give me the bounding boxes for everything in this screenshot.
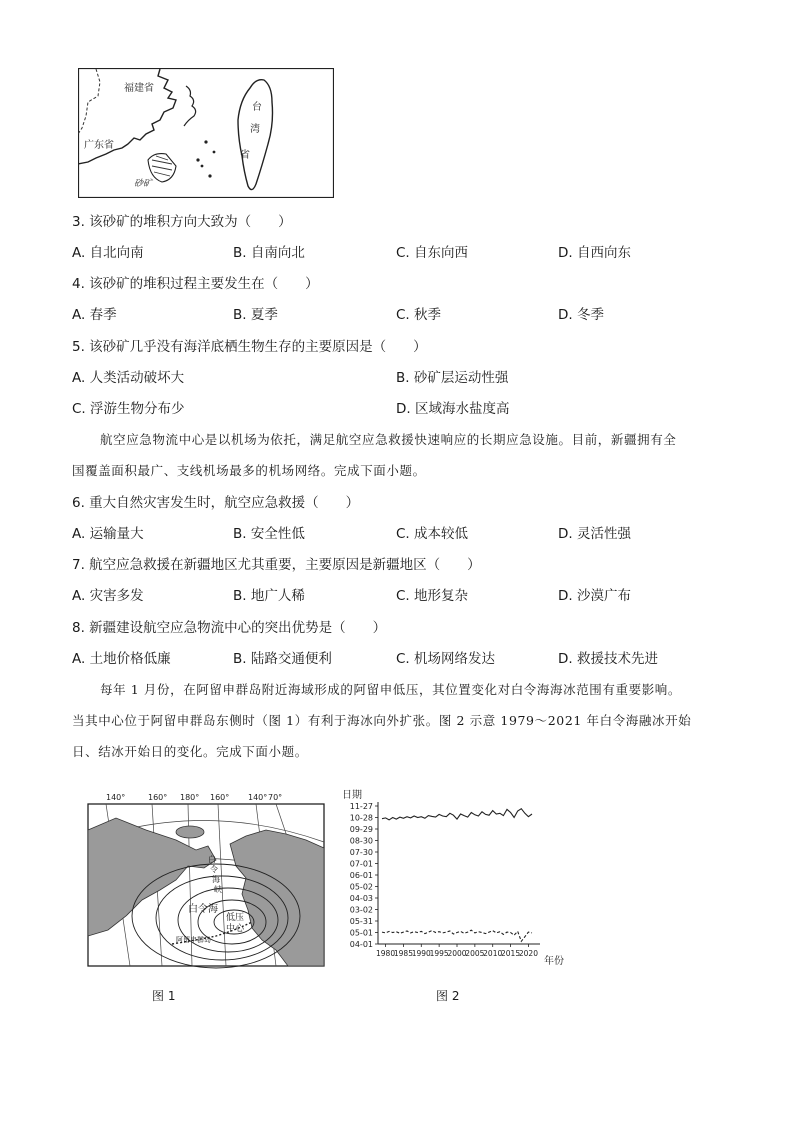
q5-option-d[interactable]: D. 区域海水盐度高 [396, 401, 510, 417]
question-4: 4. 该砂矿的堆积过程主要发生在（ ） [72, 276, 319, 292]
q5-option-c[interactable]: C. 浮游生物分布少 [72, 401, 185, 417]
q7-option-d[interactable]: D. 沙漠广布 [558, 588, 631, 604]
question-7: 7. 航空应急救援在新疆地区尤其重要，主要原因是新疆地区（ ） [72, 557, 481, 573]
q7-option-c[interactable]: C. 地形复杂 [396, 588, 469, 604]
y-tick-label: 07-30 [349, 848, 373, 857]
q4-option-c[interactable]: C. 秋季 [396, 307, 442, 323]
lon-label: 140° [106, 793, 126, 802]
lon-label: 70° [268, 793, 283, 802]
q4-option-a[interactable]: A. 春季 [72, 307, 117, 323]
y-tick-label: 11-27 [349, 802, 373, 811]
q7-option-a[interactable]: A. 灾害多发 [72, 588, 144, 604]
taiwan-label-3: 省 [240, 150, 250, 161]
question-5: 5. 该砂矿几乎没有海洋底栖生物生存的主要原因是（ ） [72, 339, 427, 355]
question-8: 8. 新疆建设航空应急物流中心的突出优势是（ ） [72, 620, 387, 636]
map-lon-labels [106, 793, 282, 802]
passage-2-line-3: 日、结冰开始日的变化。完成下面小题。 [72, 744, 308, 759]
passage-1-line-2: 国覆盖面积最广、支线机场最多的机场网络。完成下面小题。 [72, 463, 426, 478]
thaw-start-line [382, 930, 532, 941]
q8-option-a[interactable]: A. 土地价格低廉 [72, 651, 171, 667]
q5-option-b[interactable]: B. 砂矿层运动性强 [396, 370, 509, 386]
q3-option-a[interactable]: A. 自北向南 [72, 245, 144, 261]
q8-option-c[interactable]: C. 机场网络发达 [396, 651, 496, 667]
y-tick-label: 10-28 [349, 813, 373, 823]
lon-label: 180° [180, 793, 200, 802]
figure-1-caption: 图 1 [152, 989, 176, 1003]
strait-label: 令 [210, 865, 218, 874]
fujian-label: 福建省 [124, 83, 154, 94]
y-tick-label: 07-01 [349, 859, 373, 869]
y-tick-label: 08-30 [349, 836, 373, 846]
freeze-thaw-chart [336, 786, 576, 966]
q3-option-c[interactable]: C. 自东向西 [396, 245, 469, 261]
y-tick-label: 05-02 [349, 882, 373, 892]
taiwan-label-2: 湾 [250, 124, 260, 135]
passage-2-line-2: 当其中心位于阿留申群岛东侧时（图 1）有利于海冰向外扩张。图 2 示意 1979～2021 年白令海融冰开始 [72, 713, 692, 728]
guangdong-label: 广东省 [84, 140, 114, 151]
lon-label: 160° [148, 793, 168, 802]
passage-2-line-1: 每年 1 月份，在阿留申群岛附近海域形成的阿留申低压，其位置变化对白令海海冰范围有重要影响。 [100, 682, 682, 697]
x-tick-label: 2005 [465, 949, 485, 958]
x-tick-label: 1980 [376, 949, 396, 958]
strait-label: 峡 [214, 885, 222, 894]
bering-sea-map [76, 790, 328, 970]
x-tick-label: 2020 [518, 949, 538, 958]
q4-option-b[interactable]: B. 夏季 [233, 307, 278, 323]
q7-option-b[interactable]: B. 地广人稀 [233, 588, 305, 604]
q8-option-d[interactable]: D. 救援技术先进 [558, 651, 658, 667]
q3-option-d[interactable]: D. 自西向东 [558, 245, 631, 261]
figure-2-caption: 图 2 [436, 989, 460, 1003]
passage-1-line-1: 航空应急物流中心是以机场为依托，满足航空应急救援快速响应的长期应急设施。目前，新疆拥有全 [100, 432, 677, 447]
q6-option-d[interactable]: D. 灵活性强 [558, 526, 631, 542]
q6-option-a[interactable]: A. 运输量大 [72, 526, 144, 542]
x-tick-label: 2010 [483, 949, 503, 958]
question-3: 3. 该砂矿的堆积方向大致为（ ） [72, 214, 292, 230]
y-tick-label: 04-03 [349, 894, 373, 903]
low-label-1: 低压 [226, 913, 245, 923]
freeze-start-line [382, 809, 532, 820]
x-tick-label: 1995 [429, 949, 449, 958]
sand-label: 砂矿 [134, 179, 153, 189]
strait-label: 白 [208, 855, 216, 864]
q6-option-b[interactable]: B. 安全性低 [233, 526, 305, 542]
y-axis-title: 日期 [342, 790, 362, 801]
y-tick-label: 03-02 [349, 905, 373, 915]
taiwan-strait-map [78, 68, 334, 198]
q3-option-b[interactable]: B. 自南向北 [233, 245, 305, 261]
islands-label: 阿留申群岛 [176, 936, 211, 944]
lon-label: 140° [248, 793, 268, 802]
q5-option-a[interactable]: A. 人类活动破坏大 [72, 370, 185, 386]
sea-label: 白令海 [188, 904, 218, 915]
y-tick-label: 06-01 [349, 871, 373, 880]
lon-label: 160° [210, 793, 230, 802]
y-tick-label: 09-29 [349, 825, 373, 834]
x-tick-label: 2000 [447, 949, 467, 958]
y-tick-label: 04-01 [349, 940, 373, 949]
x-tick-label: 1985 [393, 949, 413, 958]
x-axis-title: 年份 [544, 956, 564, 966]
y-tick-label: 05-01 [349, 928, 373, 938]
x-tick-label: 2015 [501, 949, 521, 958]
q6-option-c[interactable]: C. 成本较低 [396, 526, 469, 542]
x-tick-label: 1990 [411, 949, 431, 958]
question-6: 6. 重大自然灾害发生时，航空应急救援（ ） [72, 495, 360, 511]
low-label-2: 中心 [226, 924, 245, 934]
q4-option-d[interactable]: D. 冬季 [558, 307, 604, 323]
strait-label: 海 [212, 875, 220, 884]
y-tick-label: 05-31 [349, 917, 373, 926]
q8-option-b[interactable]: B. 陆路交通便利 [233, 651, 332, 667]
taiwan-label-1: 台 [252, 102, 262, 113]
